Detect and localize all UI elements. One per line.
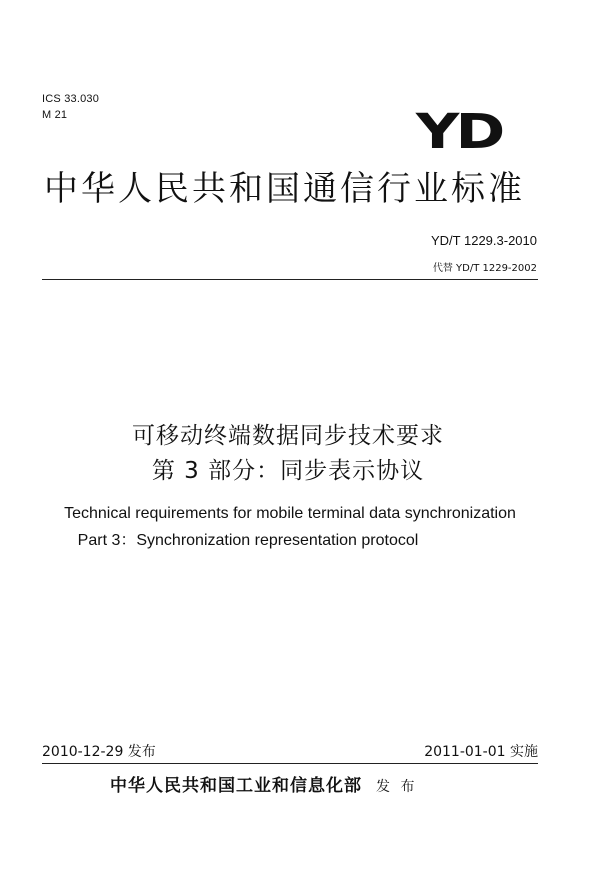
en-title-line2: Part 3：Synchronization representation protocol xyxy=(77,532,419,549)
publisher-name: 中华人民共和国工业和信息化部 xyxy=(110,776,362,796)
zh-title-line2: 第 3 部分：同步表示协议 xyxy=(151,458,425,484)
issue-date: 2010-12-29 发布 xyxy=(42,744,156,760)
ics-code: ICS 33.030 xyxy=(42,93,100,105)
publish-word: 发 布 xyxy=(376,779,418,795)
zh-title-line1: 可移动终端数据同步技术要求 xyxy=(132,423,444,449)
en-title-line1: Technical requirements for mobile terminal data synchronization xyxy=(64,505,516,522)
classification-code: M 21 xyxy=(42,109,68,121)
yd-logo: YD xyxy=(416,104,502,160)
publisher xyxy=(110,771,417,796)
standard-number: YD/T 1229.3-2010 xyxy=(431,233,537,248)
header-divider xyxy=(42,279,538,280)
implementation-date: 2011-01-01 实施 xyxy=(424,744,538,760)
standard-title: 中华人民共和国通信行业标准 xyxy=(44,169,525,209)
replaces-note: 代替 YD/T 1229-2002 xyxy=(432,263,537,274)
footer-divider xyxy=(42,763,538,764)
